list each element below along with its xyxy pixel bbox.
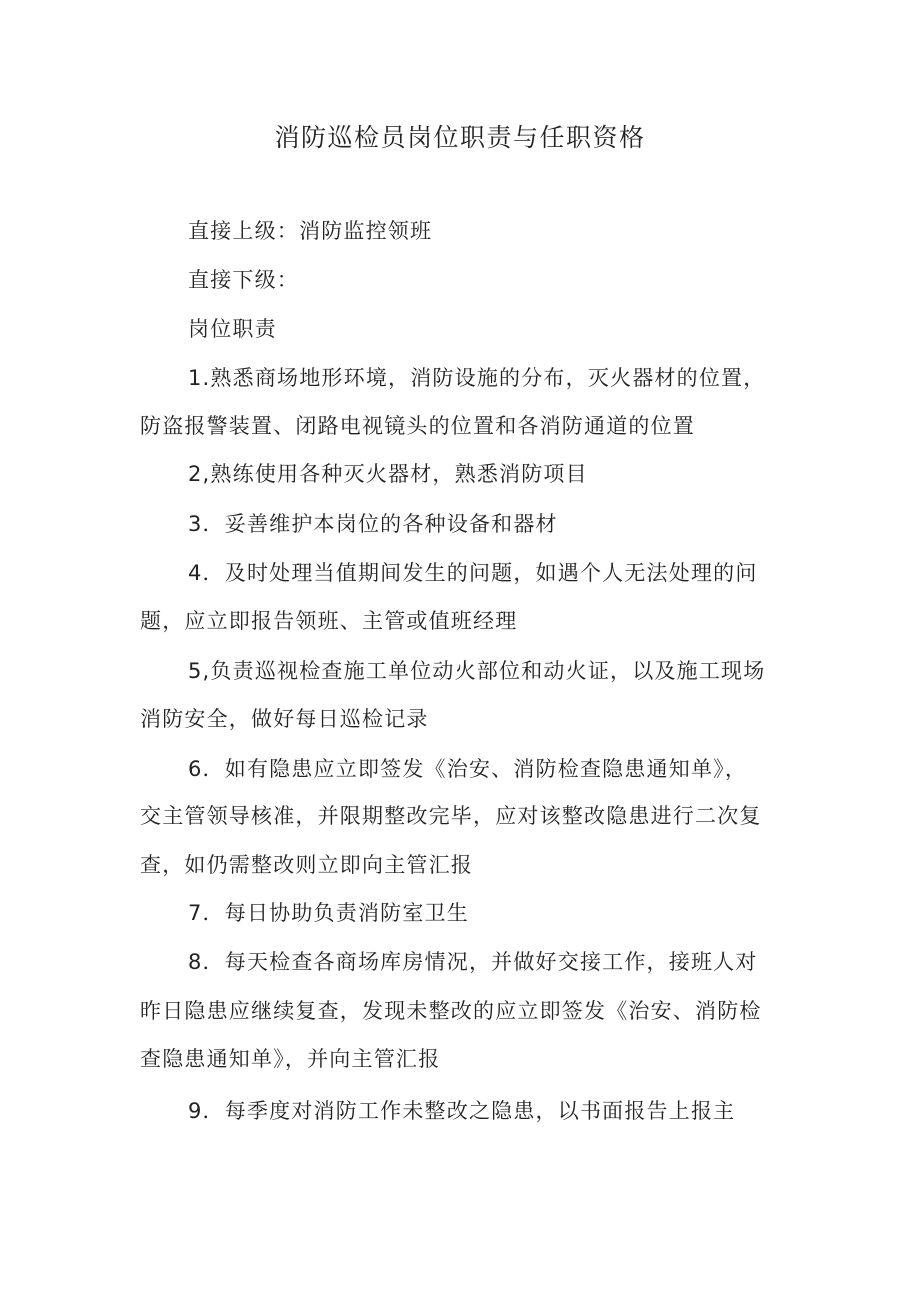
duty-item-4-line-2: 题，应立即报告领班、主管或值班经理: [140, 609, 518, 633]
duty-item-5-line-1: 5,负责巡视检查施工单位动火部位和动火证，以及施工现场: [188, 659, 766, 683]
duty-item-1-line-2: 防盗报警装置、闭路电视镜头的位置和各消防通道的位置: [140, 414, 695, 438]
duty-item-8-line-2: 昨日隐患应继续复查，发现未整改的应立即签发《治安、消防检: [140, 999, 762, 1023]
direct-superior-line: 直接上级：消防监控领班: [188, 219, 433, 243]
duty-item-8-line-3: 查隐患通知单》，并向主管汇报: [140, 1047, 441, 1071]
duty-item-3-line-1: 3．妥善维护本岗位的各种设备和器材: [188, 512, 558, 536]
direct-subordinate-line: 直接下级：: [188, 268, 299, 292]
duty-item-5-line-2: 消防安全，做好每日巡检记录: [140, 707, 429, 731]
duty-item-9-line-1: 9．每季度对消防工作未整改之隐患，以书面报告上报主: [188, 1099, 736, 1123]
section-heading: 岗位职责: [188, 317, 277, 341]
duty-item-6-line-2: 交主管领导核准，并限期整改完毕，应对该整改隐患进行二次复: [140, 804, 762, 828]
duty-item-6-line-1: 6．如有隐患应立即签发《治安、消防检查隐患通知单》，: [188, 757, 748, 781]
duty-item-4-line-1: 4．及时处理当值期间发生的问题，如遇个人无法处理的问: [188, 561, 758, 585]
duty-item-8-line-1: 8．每天检查各商场库房情况，并做好交接工作，接班人对: [188, 950, 758, 974]
page-title: 消防巡检员岗位职责与任职资格: [274, 123, 646, 152]
duty-item-6-line-3: 查，如仍需整改则立即向主管汇报: [140, 853, 473, 877]
duty-item-2-line-1: 2,熟练使用各种灭火器材，熟悉消防项目: [188, 462, 588, 486]
duty-item-7-line-1: 7．每日协助负责消防室卫生: [188, 901, 469, 925]
duty-item-1-line-1: 1.熟悉商场地形环境，消防设施的分布，灭火器材的位置，: [188, 366, 766, 390]
